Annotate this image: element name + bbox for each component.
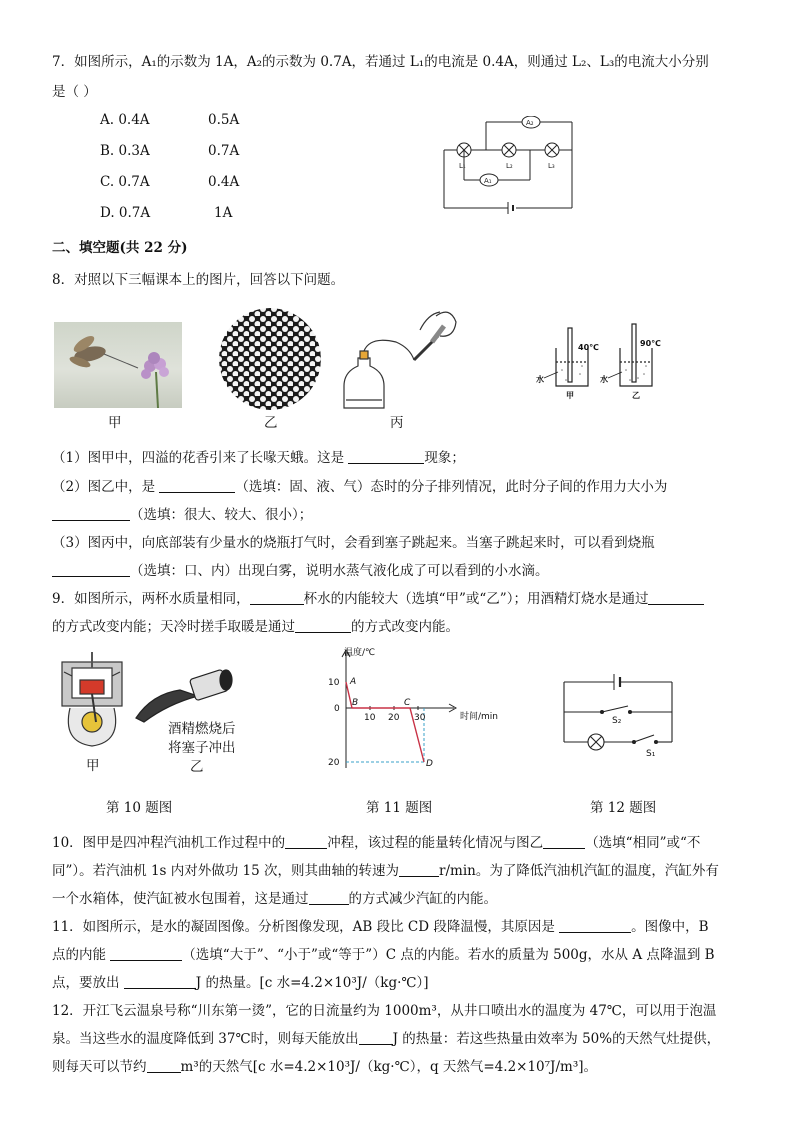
q12-line1: 12．开江飞云温泉号称“川东第一烫”，它的日流量约为 1000m³，从井口喷出水的温度为 47℃，可以用于泡温 (52, 1003, 717, 1019)
q10-blank-2[interactable] (543, 834, 585, 849)
q8-blank-1[interactable] (348, 449, 424, 464)
fig10-caption-jia: 甲 (86, 758, 100, 774)
q10-text-3-tail: 的方式减少汽缸的内能。 (348, 891, 497, 907)
q7-option-a-right: 0.5A (208, 112, 240, 128)
q10-text-2: 同”）。若汽油机 1s 内对外做功 15 次，则其曲轴的转速为 (52, 863, 400, 879)
q7-option-d-left: D. 0.7A (100, 205, 151, 221)
q7-lamp-l2-label: L₂ (506, 162, 513, 170)
q8-blank-4[interactable] (52, 562, 130, 577)
q9-text-mid: 杯水的内能较大（选填“甲”或“乙”）；用酒精灯烧水是通过 (303, 591, 649, 607)
q7-line2: 是（ ） (52, 84, 97, 100)
beaker-label-yi: 乙 (632, 391, 640, 400)
q9-blank-1[interactable] (250, 590, 304, 605)
q7-ammeter-a1-label: A₁ (484, 177, 492, 185)
water-freezing-graph (322, 644, 512, 774)
q11-blank-1[interactable] (559, 918, 631, 933)
q11-blank-3[interactable] (124, 974, 196, 989)
q10-line1 (52, 831, 700, 851)
q12-blank-1[interactable] (359, 1030, 393, 1045)
fig10-caption: 第 10 题图 (106, 800, 173, 816)
q9-line2 (52, 615, 459, 635)
q11-line3 (52, 971, 429, 991)
graph-point-d: D (426, 759, 433, 769)
q8-subq2-text: （2）图乙中，是 (52, 479, 156, 495)
fig10-text-line2: 将塞子冲出 (168, 740, 236, 756)
fig8-caption-yi: 乙 (264, 415, 278, 431)
q12-switch-s1-label: S₁ (646, 749, 656, 759)
q7-lamp-l3-label: L₃ (548, 162, 555, 170)
q8-blank-2[interactable] (159, 478, 235, 493)
molecule-pattern-image (216, 306, 324, 412)
q8-subq3b (52, 559, 549, 579)
q8-blank-3[interactable] (52, 506, 130, 521)
q8-subq2b (52, 503, 312, 523)
q7-option-a-left: A. 0.4A (100, 112, 150, 128)
graph-xlabel: 时间/min (460, 712, 499, 722)
q9-blank-2[interactable] (648, 590, 704, 605)
fig12-caption: 第 12 题图 (590, 800, 657, 816)
q12-text-2-tail: J 的热量：若这些热量由效率为 50%的天然气灶提供， (392, 1031, 721, 1047)
q12-blank-2[interactable] (147, 1058, 181, 1073)
fig8-caption-bing: 丙 (390, 415, 404, 431)
graph-ytick-20: 20 (328, 758, 340, 768)
fig10-caption-yi: 乙 (190, 759, 204, 775)
beakers-diagram (536, 322, 676, 414)
q8-subq2 (52, 475, 667, 495)
q8-subq3: （3）图丙中，向底部装有少量水的烧瓶打气时，会看到塞子跳起来。当塞子跳起来时，可以看到烧瓶 (52, 535, 655, 551)
graph-xtick-10: 10 (364, 713, 376, 723)
q12-text-3: 则每天可以节约 (52, 1059, 147, 1075)
fig11-caption: 第 11 题图 (366, 800, 433, 816)
q8-subq2b-tail: （选填：很大、较大、很小）； (130, 507, 313, 523)
graph-ylabel: 温度/℃ (344, 648, 376, 658)
test-tube-illustration (134, 664, 238, 724)
q11-text-1: 11．如图所示，是水的凝固图像。分析图像发现，AB 段比 CD 段降温慢，其原因是 (52, 919, 555, 935)
q10-blank-4[interactable] (309, 890, 349, 905)
q12-line2 (52, 1027, 720, 1047)
q9-line1 (52, 587, 704, 607)
graph-point-c: C (404, 698, 411, 708)
q7-option-b-left: B. 0.3A (100, 143, 150, 159)
beaker-label-jia: 甲 (566, 391, 574, 400)
q9-text: 9．如图所示，两杯水质量相同， (52, 591, 250, 607)
q8-subq3b-tail: （选填：口、内）出现白雾，说明水蒸气液化成了可以看到的小水滴。 (130, 563, 549, 579)
q10-blank-3[interactable] (399, 862, 439, 877)
q12-switch-s2-label: S₂ (612, 716, 622, 726)
q7-option-c-right: 0.4A (208, 174, 240, 190)
q8-subq1 (52, 446, 465, 466)
q8-subq1-text: （1）图甲中，四溢的花香引来了长喙天蛾。这是 (52, 450, 345, 466)
q10-line2 (52, 859, 719, 879)
q9-text-2: 的方式改变内能；天冷时搓手取暖是通过 (52, 619, 295, 635)
q7-option-c (100, 174, 240, 190)
q11-text-3-tail: J 的热量。[c 水=4.2×10³J/（kg·℃）] (195, 975, 429, 991)
q7-option-c-left: C. 0.7A (100, 174, 150, 190)
q12-line3 (52, 1055, 597, 1075)
engine-cylinder-diagram (56, 652, 128, 750)
q11-line1 (52, 915, 709, 935)
q9-text-end: 的方式改变内能。 (351, 619, 459, 635)
moth-flower-photo (54, 322, 182, 408)
q7-circuit-diagram (440, 116, 580, 216)
beaker-temp-2: 90℃ (640, 339, 661, 348)
q11-blank-2[interactable] (110, 946, 182, 961)
fig8-caption-jia: 甲 (108, 415, 122, 431)
q11-text-1-tail: 。图像中，B (631, 919, 709, 935)
q9-blank-3[interactable] (295, 618, 351, 633)
beaker-water-label-1: 水 (536, 375, 544, 384)
q11-text-3: 点，要放出 (52, 975, 120, 991)
q7-lamp-l1-label: L₁ (459, 162, 466, 170)
beaker-water-label-2: 水 (600, 375, 608, 384)
q7-option-a (100, 112, 240, 128)
q7-option-d (100, 205, 233, 221)
q11-text-2-tail: （选填“大于”、“小于”或“等于”）C 点的内能。若水的质量为 500g，水从 A 点降温到 B (182, 947, 715, 963)
q10-text-1-mid: 冲程，该过程的能量转化情况与图乙 (327, 835, 544, 851)
q10-line3 (52, 887, 497, 907)
graph-ytick-10: 10 (328, 678, 340, 688)
q7-option-b (100, 143, 240, 159)
q7-line1: 7．如图所示，A₁的示数为 1A，A₂的示数为 0.7A，若通过 L₁的电流是 0.4A，则通过 L₂、L₃的电流大小分别 (52, 54, 709, 70)
q10-text-1-tail: （选填“相同”或“不 (585, 835, 701, 851)
q7-option-d-right: 1A (214, 205, 233, 221)
q10-text-1: 10．图甲是四冲程汽油机工作过程中的 (52, 835, 286, 851)
graph-point-b: B (352, 698, 359, 708)
q8-intro: 8．对照以下三幅课本上的图片，回答以下问题。 (52, 272, 345, 288)
q8-subq1-tail: 现象； (424, 450, 465, 466)
fig10-text-line1: 酒精燃烧后 (168, 721, 236, 737)
q7-ammeter-a2-label: A₂ (526, 119, 534, 127)
beaker-temp-1: 40℃ (578, 343, 599, 352)
graph-xtick-30: 30 (414, 713, 426, 723)
q11-text-2: 点的内能 (52, 947, 106, 963)
q12-text-3-tail: m³的天然气[c 水=4.2×10³J/（kg·℃），q 天然气=4.2×10⁷J/m³]。 (180, 1059, 597, 1075)
q10-blank-1[interactable] (285, 834, 327, 849)
graph-xtick-20: 20 (388, 713, 400, 723)
graph-point-a: A (350, 677, 357, 687)
q7-option-b-right: 0.7A (208, 143, 240, 159)
q10-text-3: 一个水箱体，使汽缸被水包围着，这是通过 (52, 891, 309, 907)
flask-pump-illustration (340, 296, 460, 412)
graph-ytick-0: 0 (334, 704, 340, 714)
q12-circuit-diagram (560, 672, 680, 764)
q10-text-2-tail: r/min。为了降低汽油机汽缸的温度，汽缸外有 (439, 863, 719, 879)
q11-line2 (52, 943, 715, 963)
section-title: 二、填空题(共 22 分) (52, 240, 188, 256)
q8-subq2-tail: （选填：固、液、气）态时的分子排列情况，此时分子间的作用力大小为 (235, 479, 668, 495)
q12-text-2: 泉。当这些水的温度降低到 37℃时，则每天能放出 (52, 1031, 359, 1047)
